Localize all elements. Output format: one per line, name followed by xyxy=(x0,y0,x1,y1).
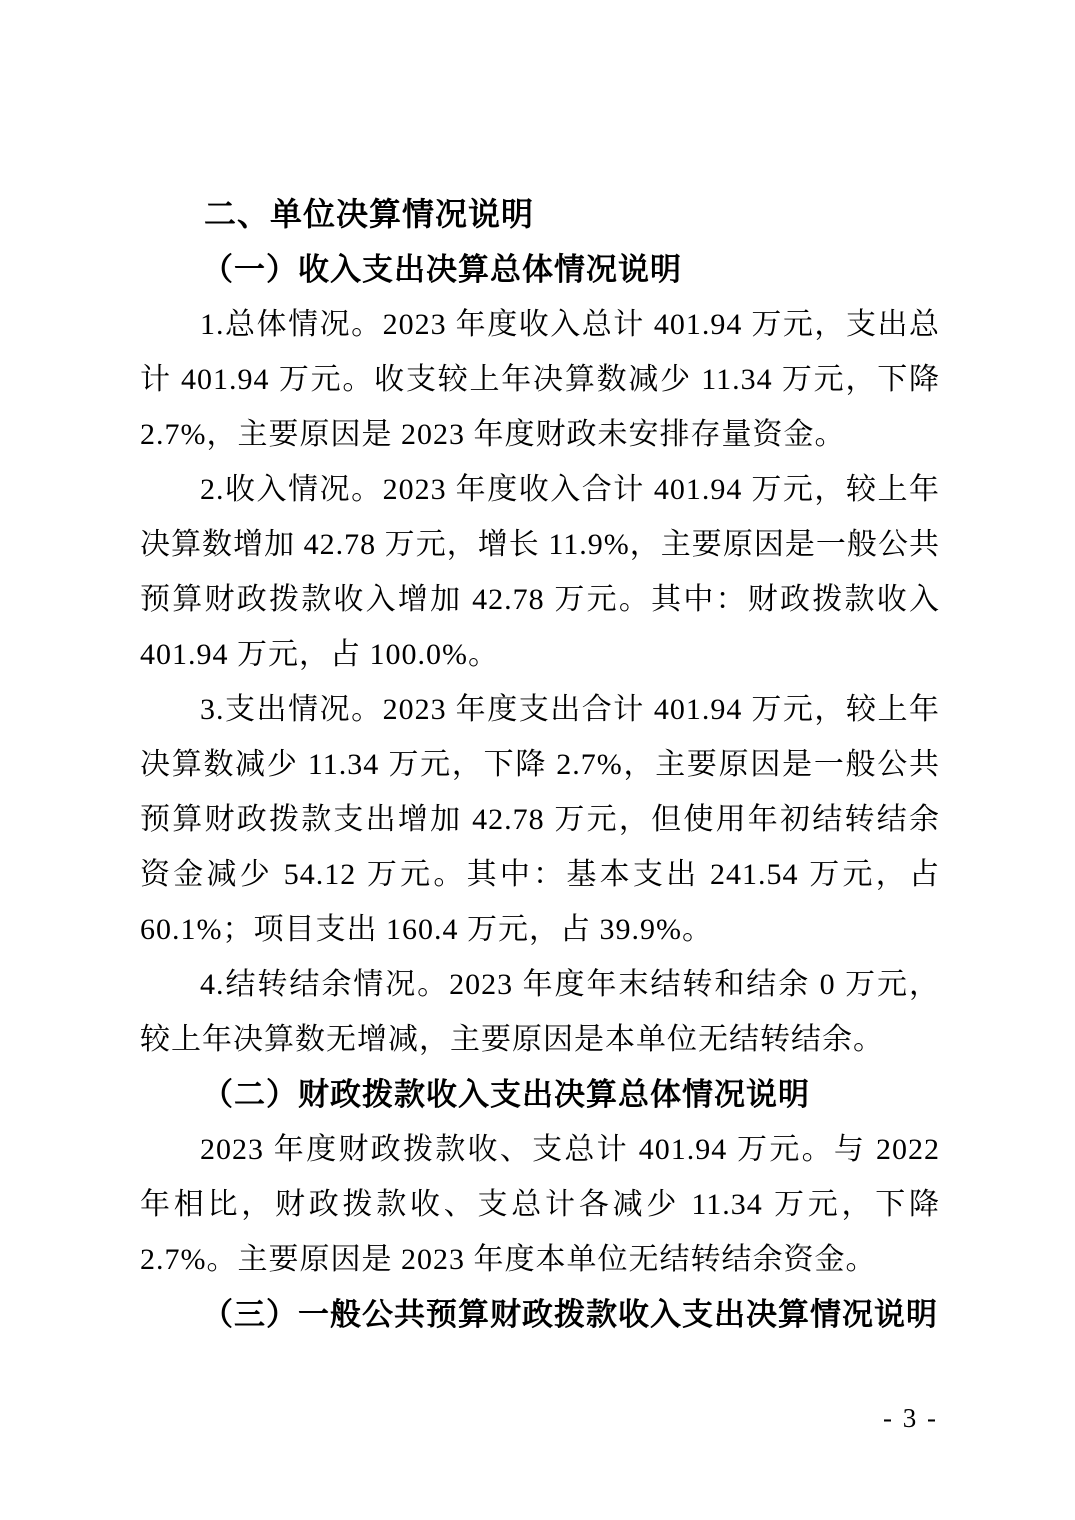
paragraph-fiscal-appropriation-comparison: 2023 年度财政拨款收、支总计 401.94 万元。与 2022 年相比，财政拨款收、支总计各减少 11.34 万元，下降 2.7%。主要原因是 2023 年度本单位无结转结余资金。 xyxy=(140,1133,940,1276)
paragraph-expenditure-situation: 3.支出情况。2023 年度支出合计 401.94 万元，较上年决算数减少 11.34 万元，下降 2.7%，主要原因是一般公共预算财政拨款支出增加 42.78 万元，但使用年初结转结余资金减少 54.12 万元。其中：基本支出 241.54 万元，占 60.1%；项目支出 160.4 万元，占 39.9%。 xyxy=(140,693,940,946)
paragraph-overall-situation: 1.总体情况。2023 年度收入总计 401.94 万元，支出总计 401.94 万元。收支较上年决算数减少 11.34 万元，下降 2.7%，主要原因是 2023 年度财政未安排存量资金。 xyxy=(140,308,940,451)
document-content xyxy=(140,186,940,1342)
subheading-fiscal-appropriation-overview: （二）财政拨款收入支出决算总体情况说明 xyxy=(202,1077,810,1112)
subheading-general-public-budget-appropriation: （三）一般公共预算财政拨款收入支出决算情况说明 xyxy=(202,1297,938,1332)
paragraph-carryover-balance-situation: 4.结转结余情况。2023 年度年末结转和结余 0 万元，较上年决算数无增减，主要原因是本单位无结转结余。 xyxy=(140,968,940,1056)
page-number: - 3 - xyxy=(883,1403,938,1433)
subheading-income-expenditure-overview: （一）收入支出决算总体情况说明 xyxy=(202,252,682,287)
paragraph-income-situation: 2.收入情况。2023 年度收入合计 401.94 万元，较上年决算数增加 42.78 万元，增长 11.9%，主要原因是一般公共预算财政拨款收入增加 42.78 万元。其中：财政拨款收入 401.94 万元，占 100.0%。 xyxy=(140,473,940,671)
section-heading-unit-final-accounts: 二、单位决算情况说明 xyxy=(204,196,535,232)
